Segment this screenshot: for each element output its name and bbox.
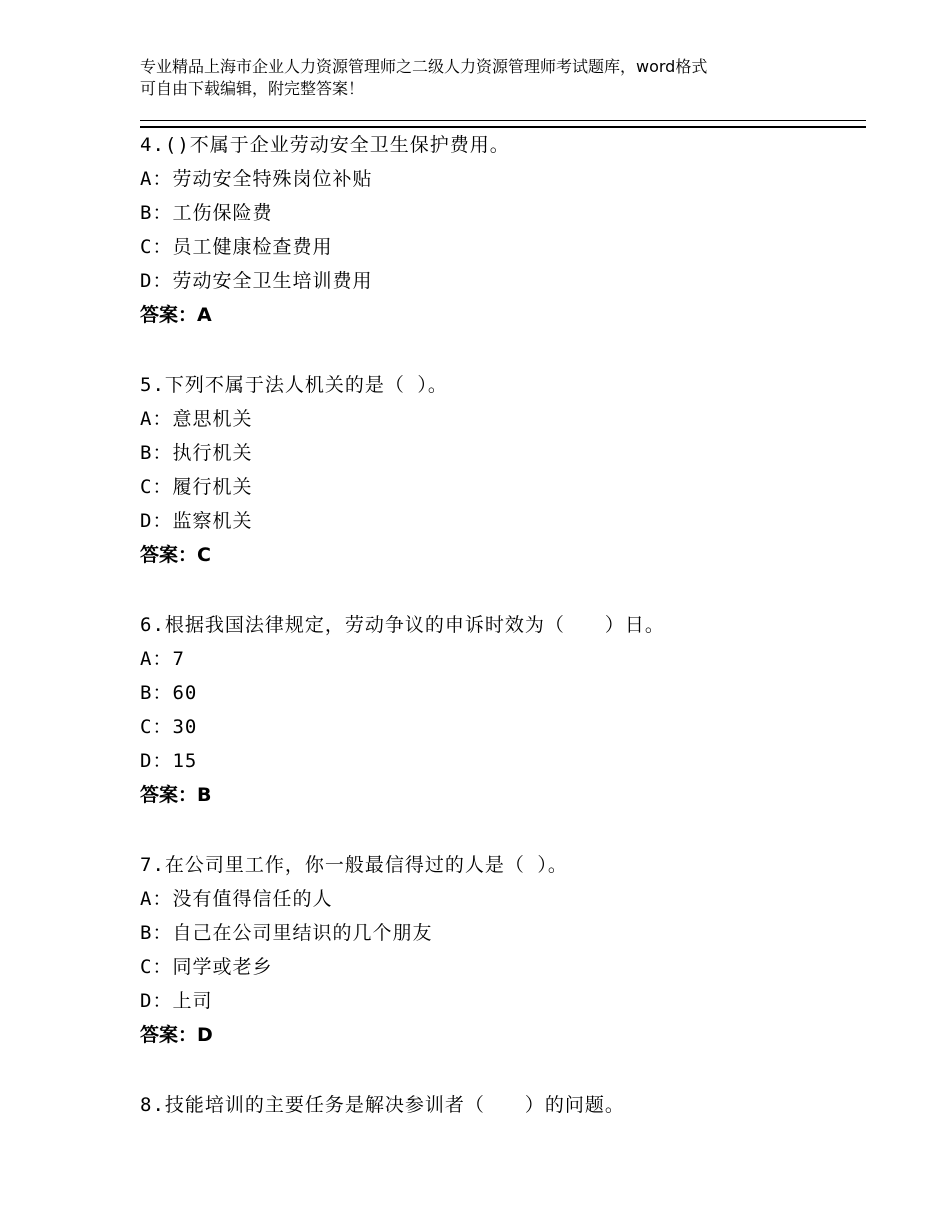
question-8 [140,1088,860,1122]
option-c: C：履行机关 [140,476,253,498]
option-a: A：没有值得信任的人 [140,888,333,910]
answer-label: 答案：D [140,1024,213,1046]
option-c: C：同学或老乡 [140,956,273,978]
header-line-1: 专业精品上海市企业人力资源管理师之二级人力资源管理师考试题库，word格式 [140,57,708,76]
question-stem: 6.根据我国法律规定，劳动争议的申诉时效为（ ）日。 [140,614,665,636]
option-b: B：执行机关 [140,442,253,464]
question-5 [140,368,860,572]
question-4 [140,128,860,332]
option-d: D：15 [140,750,198,772]
option-b: B：自己在公司里结识的几个朋友 [140,922,433,944]
answer-label: 答案：C [140,544,211,566]
option-b: B：60 [140,682,198,704]
question-6 [140,608,860,812]
header-divider [140,120,866,128]
question-stem: 7.在公司里工作，你一般最信得过的人是（ ）。 [140,854,568,876]
option-d: D：劳动安全卫生培训费用 [140,270,373,292]
option-d: D：上司 [140,990,213,1012]
question-stem: 8.技能培训的主要任务是解决参训者（ ）的问题。 [140,1094,625,1116]
option-a: A：7 [140,648,185,670]
header-line-2: 可自由下载编辑，附完整答案！ [140,79,365,98]
question-stem: 5.下列不属于法人机关的是（ ）。 [140,374,448,396]
option-c: C：员工健康检查费用 [140,236,333,258]
answer-label: 答案：A [140,304,212,326]
question-list [140,128,860,1158]
question-stem: 4.()不属于企业劳动安全卫生保护费用。 [140,134,510,156]
option-c: C：30 [140,716,198,738]
option-a: A：劳动安全特殊岗位补贴 [140,168,373,190]
document-header [140,56,820,100]
option-a: A：意思机关 [140,408,253,430]
question-7 [140,848,860,1052]
option-d: D：监察机关 [140,510,253,532]
option-b: B：工伤保险费 [140,202,273,224]
answer-label: 答案：B [140,784,212,806]
